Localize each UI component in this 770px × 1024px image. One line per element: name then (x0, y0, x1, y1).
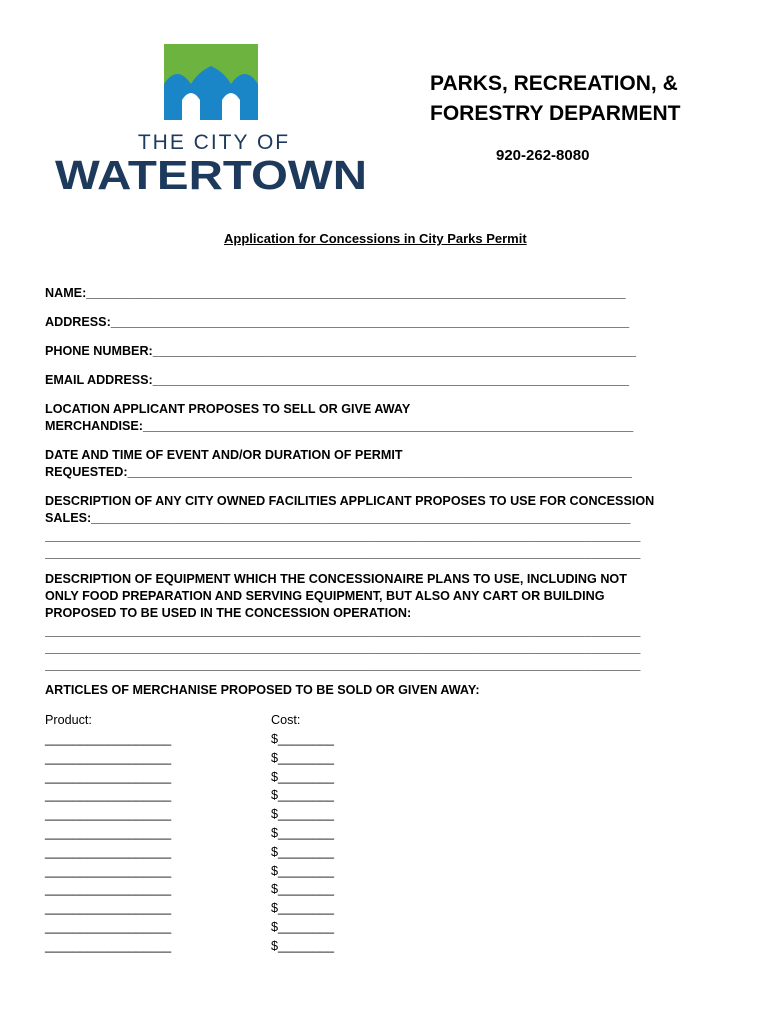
product-header: Product: (45, 713, 92, 727)
form-title: Application for Concessions in City Parks Permit (224, 231, 527, 246)
address-field[interactable]: ADDRESS:__________________________________________________________________________ (45, 315, 630, 329)
cost-lines[interactable]: $________ $________ $________ $________ $________ $________ $________ $________ $________ $________ $________ $________ (271, 732, 335, 953)
product-lines[interactable]: __________________ __________________ __________________ __________________ __________________ __________________ __________________ __________________ __________________ __________________ __________________ __________________ (45, 732, 172, 953)
equipment-label-line1: DESCRIPTION OF EQUIPMENT WHICH THE CONCESSIONAIRE PLANS TO USE, INCLUDING NOT (45, 572, 627, 586)
name-field[interactable]: NAME:_____________________________________________________________________________ (45, 286, 626, 300)
location-field[interactable]: MERCHANDISE:______________________________________________________________________ (45, 419, 634, 433)
logo-large-text: WATERTOWN (55, 152, 367, 194)
logo-small-text: THE CITY OF (137, 131, 291, 154)
department-phone: 920-262-8080 (496, 147, 590, 164)
equipment-label-line3: PROPOSED TO BE USED IN THE CONCESSION OPERATION: (45, 606, 412, 620)
location-label: LOCATION APPLICANT PROPOSES TO SELL OR GIVE AWAY (45, 402, 411, 416)
phone-number-field[interactable]: PHONE NUMBER:_____________________________________________________________________ (45, 344, 637, 358)
facilities-extra-lines[interactable]: _____________________________________________________________________________________ _____________________________________________________________________________________ (45, 529, 641, 560)
logo-blue-arches (164, 66, 258, 120)
date-time-label: DATE AND TIME OF EVENT AND/OR DURATION OF PERMIT (45, 448, 403, 462)
city-logo (54, 44, 374, 194)
department-name-line1: PARKS, RECREATION, & (430, 72, 678, 95)
equipment-label-line2: ONLY FOOD PREPARATION AND SERVING EQUIPMENT, BUT ALSO ANY CART OR BUILDING (45, 589, 605, 603)
date-time-field[interactable]: REQUESTED:________________________________________________________________________ (45, 465, 632, 479)
cost-header: Cost: (271, 713, 301, 727)
facilities-label: DESCRIPTION OF ANY CITY OWNED FACILITIES APPLICANT PROPOSES TO USE FOR CONCESSION (45, 494, 655, 508)
articles-label: ARTICLES OF MERCHANISE PROPOSED TO BE SOLD OR GIVEN AWAY: (45, 683, 480, 697)
department-name-line2: FORESTRY DEPARMENT (430, 102, 681, 125)
equipment-lines[interactable]: _____________________________________________________________________________________ _____________________________________________________________________________________ _____________________________________________________________________________________ (45, 624, 641, 672)
facilities-field[interactable]: SALES:_____________________________________________________________________________ (45, 511, 631, 525)
email-address-field[interactable]: EMAIL ADDRESS:____________________________________________________________________ (45, 373, 630, 387)
